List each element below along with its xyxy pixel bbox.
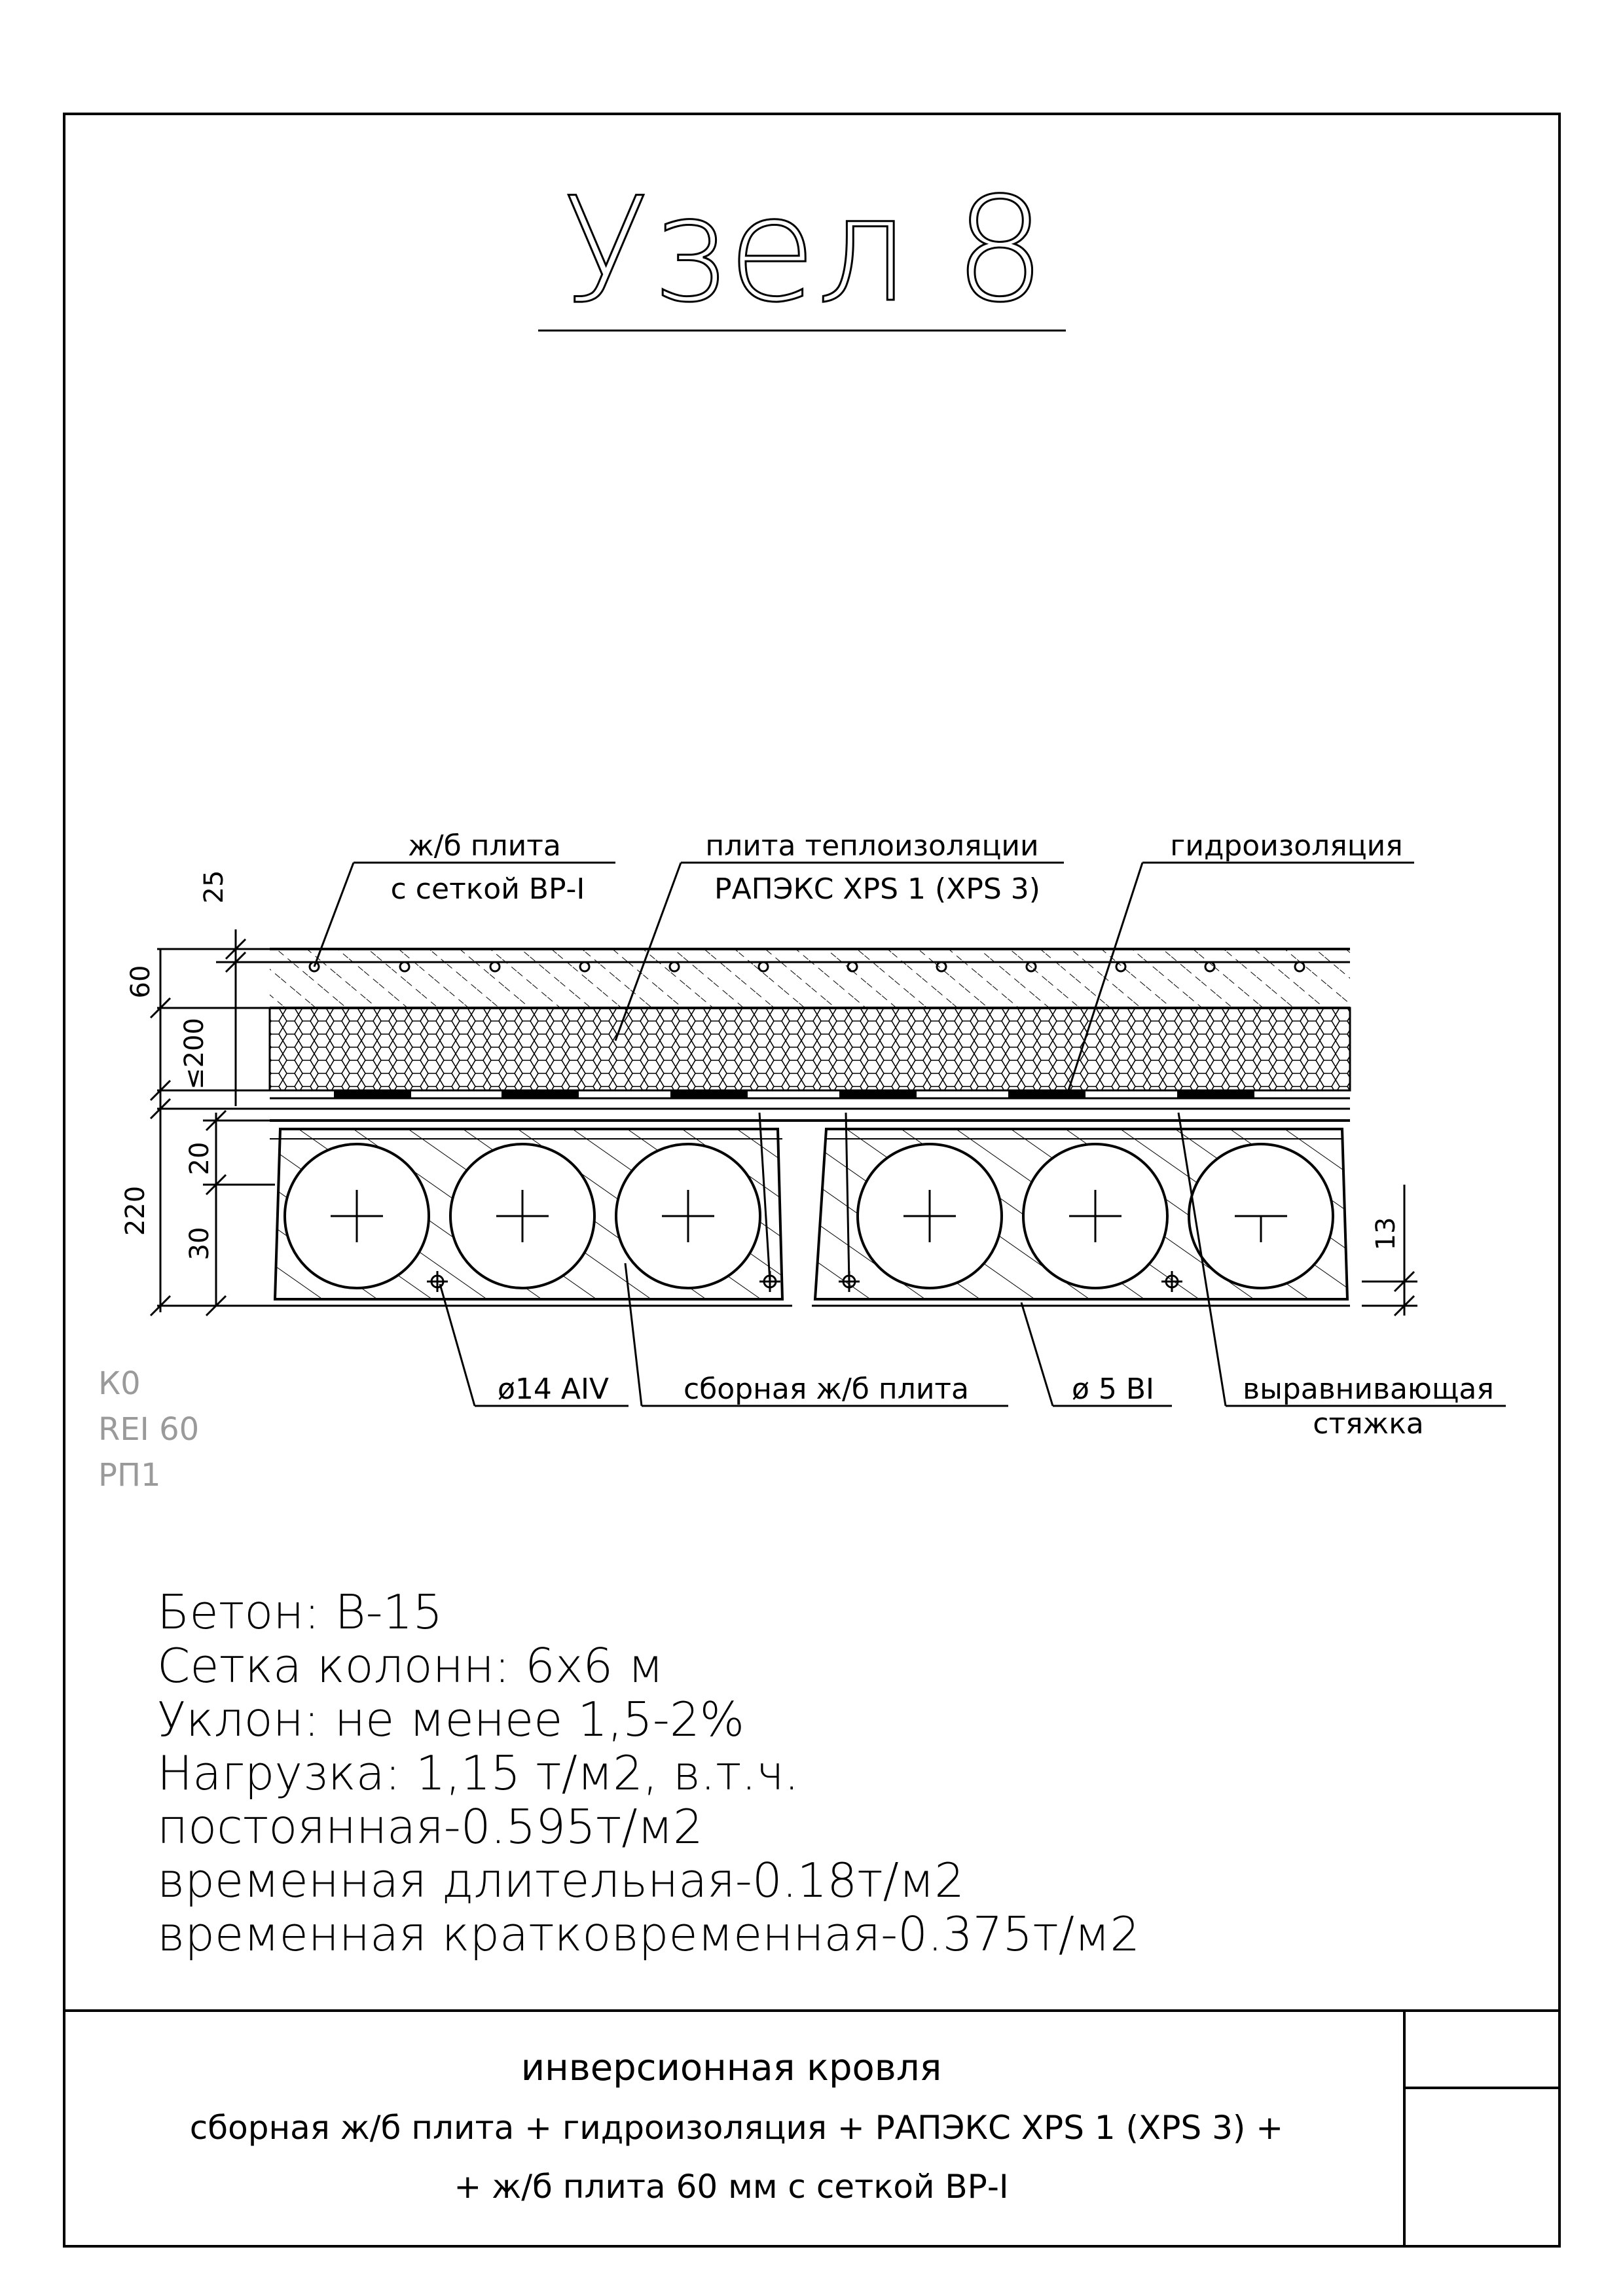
title-block (190, 2047, 1283, 2206)
fire-rating-k0: К0 (98, 1365, 141, 1402)
dim-13: 13 (1371, 1217, 1401, 1251)
label-screed-1: выравнивающая (1243, 1372, 1494, 1406)
fire-ratings (98, 1365, 199, 1494)
top-rc-slab (270, 949, 1350, 1008)
dim-60: 60 (126, 965, 156, 999)
label-precast-slab: сборная ж/б плита (683, 1372, 970, 1406)
title-block-line-3: + ж/б плита 60 мм с сеткой ВР-I (454, 2168, 1009, 2206)
label-top-slab-2: с сеткой ВР-I (390, 872, 585, 906)
title-block-line-1: инверсионная кровля (520, 2047, 942, 2089)
label-screed-2: стяжка (1313, 1407, 1424, 1441)
note-short-term: временная кратковременная-0.375т/м2 (157, 1907, 1140, 1962)
node-title (538, 166, 1066, 334)
note-column-grid: Сетка колонн: 6х6 м (157, 1638, 664, 1693)
node-title-text: Узел 8 (562, 166, 1046, 334)
fire-rating-rei: REI 60 (98, 1411, 200, 1448)
dim-30: 30 (185, 1227, 215, 1261)
dim-25: 25 (199, 870, 229, 904)
note-long-term: временная длительная-0.18т/м2 (157, 1853, 965, 1908)
label-waterproofing: гидроизоляция (1170, 829, 1403, 863)
title-block-line-2: сборная ж/б плита + гидроизоляция + РАПЭКС XPS 1 (XPS 3) + (189, 2109, 1284, 2147)
label-rebar-5: ø 5 BI (1071, 1372, 1155, 1406)
note-concrete: Бетон: В-15 (157, 1585, 443, 1640)
label-insulation-1: плита теплоизоляции (705, 829, 1039, 863)
roof-section (120, 870, 1417, 1316)
fire-rating-rp1: РП1 (98, 1457, 161, 1494)
dim-20: 20 (185, 1141, 215, 1175)
note-slope: Уклон: не менее 1,5-2% (157, 1692, 745, 1747)
note-load: Нагрузка: 1,15 т/м2, в.т.ч. (157, 1746, 799, 1801)
note-permanent: постоянная-0.595т/м2 (157, 1799, 703, 1854)
dim-220: 220 (120, 1185, 151, 1236)
xps-insulation (270, 1008, 1350, 1090)
specification-notes (157, 1585, 1140, 1962)
label-rebar-14: ø14 AIV (497, 1372, 610, 1406)
label-insulation-2: РАПЭКС XPS 1 (XPS 3) (714, 872, 1040, 906)
dim-200: ≤200 (179, 1018, 210, 1090)
label-top-slab-1: ж/б плита (408, 829, 561, 863)
precast-hollow-slab (270, 1129, 1350, 1306)
